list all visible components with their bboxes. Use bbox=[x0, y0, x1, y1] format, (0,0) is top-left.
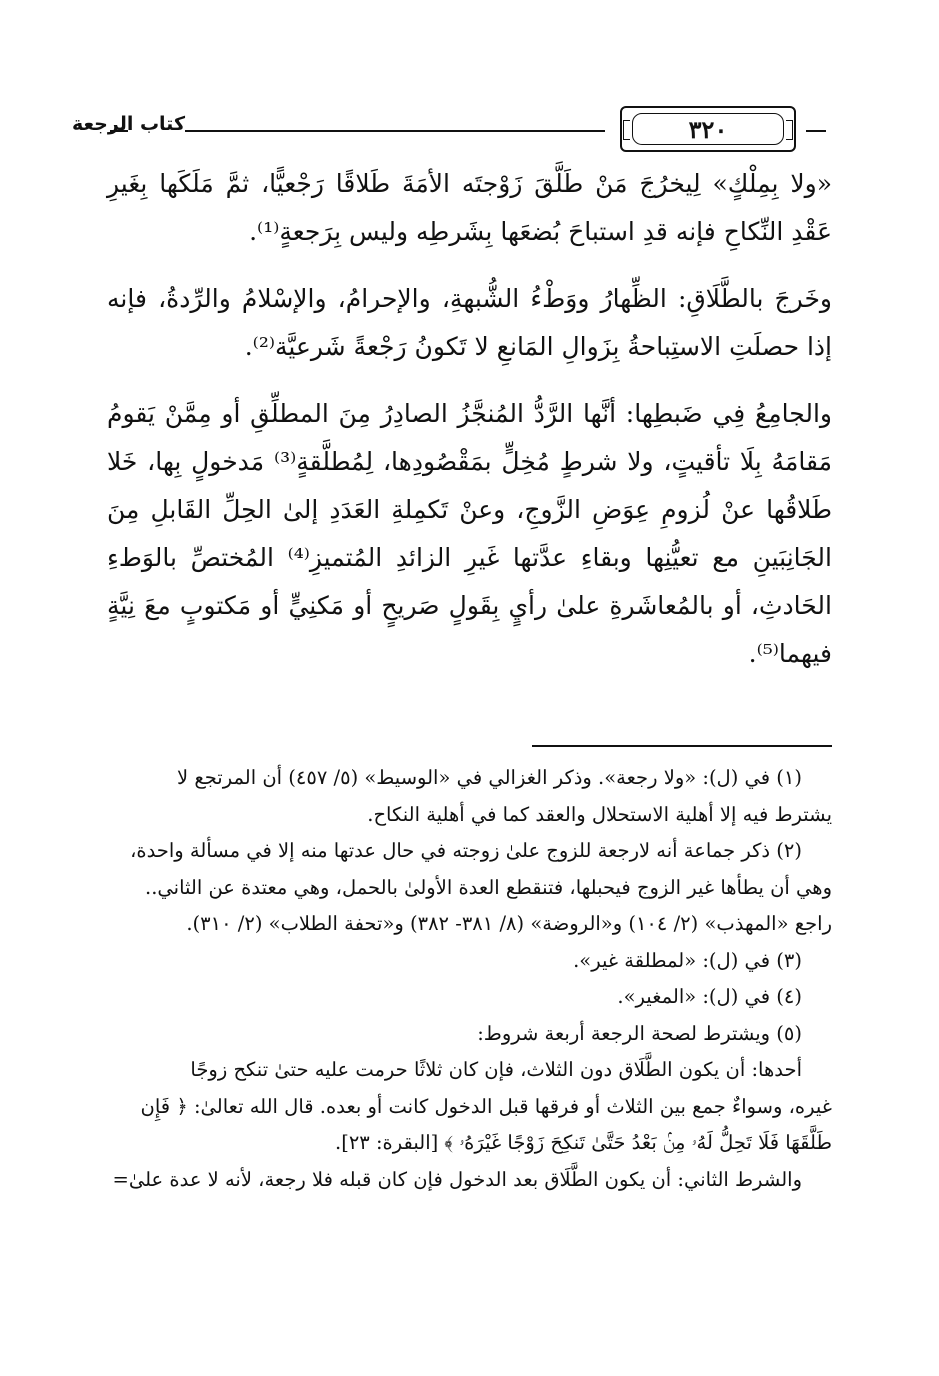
footnote-line: (٤) في (ل): «المغير». bbox=[617, 985, 802, 1008]
footnote-separator bbox=[532, 745, 832, 747]
footnotes bbox=[107, 760, 832, 1198]
footnote-line: راجع «المهذب» (٢/ ١٠٤) و«الروضة» (٨/ ٣٨١- ٣٨٢) و«تحفة الطلاب» (٢/ ٣١٠). bbox=[186, 912, 832, 935]
page-header bbox=[71, 103, 826, 157]
footnote-line: غيره، وسواءٌ جمع بين الثلاث أو فرقها قبل الدخول كانت أو بعده. قال الله تعالىٰ: ﴿ فَإِن bbox=[140, 1094, 832, 1118]
footnote-line: والشرط الثاني: أن يكون الطَّلَاق بعد الدخول فإن كان قبله فلا رجعة، لأنه لا عدة علىٰ= bbox=[112, 1167, 802, 1191]
chapter-title: كتاب الرجعة bbox=[71, 113, 185, 135]
frame-ornament bbox=[786, 120, 793, 140]
footnote-line: (١) في (ل): «ولا رجعة». وذكر الغزالي في «الوسيط» (٥/ ٤٥٧) أن المرتجع لا bbox=[177, 766, 802, 789]
page-number: ٣٢٠ bbox=[632, 113, 784, 145]
header-rule bbox=[185, 130, 605, 132]
paragraph: وخَرجَ بالطَّلَاقِ: الظِّهارُ ووَطْءُ الشُّبهةِ، والإحرامُ، والإسْلامُ والرِّدةُ، فإنه إذا حصلَتِ الاستِباحةُ بِزَوالِ المَانعِ لا تَكونُ رَجْعةً شَرعيَّة⁽²⁾. bbox=[107, 284, 832, 361]
footnote-line: (٥) ويشترط لصحة الرجعة أربعة شروط: bbox=[477, 1021, 802, 1045]
page-number-frame bbox=[620, 106, 796, 152]
footnote-line: وهي أن يطأها غير الزوج فيحبلها، فتنقطع العدة الأولىٰ بالحمل، وهي معتدة عن الثاني.. bbox=[145, 875, 832, 899]
footnote-line: (٢) ذكر جماعة أنه لارجعة للزوج علىٰ زوجته في حال عدتها منه إلا في مسألة واحدة، bbox=[130, 839, 802, 862]
frame-ornament bbox=[623, 120, 630, 140]
main-text bbox=[107, 160, 832, 678]
header-rule bbox=[806, 130, 826, 132]
paragraph: والجامِعُ فِي ضَبطِها: أنَّها الرَّدُّ المُنجَّزُ الصادِرُ مِنَ المطلِّقِ أو مِمَّنْ يَقومُ مَقامَهُ بِلَا تأقيتٍ، ولا شرطٍ مُخِلٍّ بمَقْصُودِها، لِمُطلَّقةٍ⁽³⁾ مَدخولٍ بِها، خَلا طَلاقُها عنْ لُزومِ عِوَضِ الزَّوجِ، وعنْ تَكمِلةِ العَدَدِ إلىٰ الحِلِّ القَابلِ مِنَ الجَانِبَينِ مع تعيُّنِها وبقاءِ عدَّتها غَيرِ الزائدِ المُتميزِ⁽⁴⁾ المُختصِّ بالوَطءِ الحَادثِ، أو بالمُعاشَرةِ علىٰ رأيٍ بِقَولٍ صَريحٍ أو مَكنِيٍّ أو مَكتوبٍ معَ نِيَّةٍ فيهما⁽⁵⁾. bbox=[107, 399, 832, 668]
footnote-line: يشترط فيه إلا أهلية الاستحلال والعقد كما في أهلية النكاح. bbox=[367, 802, 832, 826]
quran-verse-line: طَلَّقَهَا فَلَا تَحِلُّ لَهُۥ مِنۢ بَعْدُ حَتَّىٰ تَنكِحَ زَوْجًا غَيْرَهُۥ ﴾ [البقرة: ٢٣]. bbox=[335, 1131, 832, 1154]
footnote-line: (٣) في (ل): «لمطلقة غير». bbox=[573, 948, 802, 972]
footnote-line: أحدها: أن يكون الطَّلَاق دون الثلاث، فإن كان ثلاثًا حرمت عليه حتىٰ تنكح زوجًا bbox=[190, 1058, 802, 1081]
paragraph: «ولا بِمِلْكٍ» لِيخرُجَ مَنْ طَلَّقَ زَوْجتَه الأمَةَ طَلاقًا رَجْعيًّا، ثمَّ مَلَكَها بِغَيرِ عَقْدِ النِّكاحِ فإنه قدِ استباحَ بُضعَها بِشَرطِه وليس بِرَجعةٍ⁽¹⁾. bbox=[107, 169, 832, 246]
